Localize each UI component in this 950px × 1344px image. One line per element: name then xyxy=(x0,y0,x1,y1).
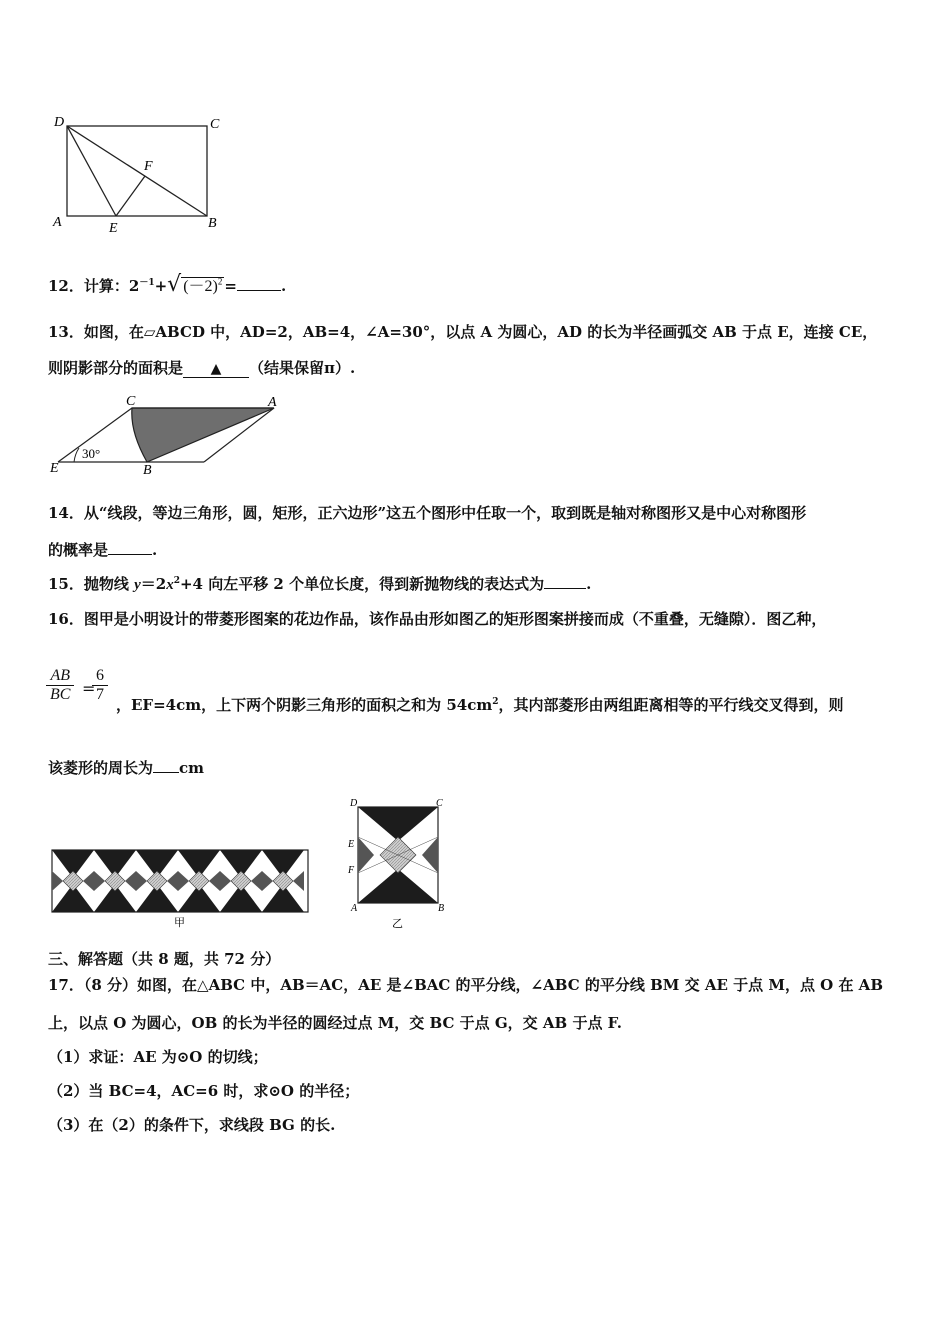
fraction-ab-bc: $\frac{AB}{BC}$ xyxy=(46,667,74,704)
label-F: F xyxy=(348,865,355,876)
label-yi: 乙 xyxy=(392,917,403,930)
label-C: A xyxy=(268,395,277,410)
answer-blank-13 xyxy=(183,359,249,378)
label-B: B xyxy=(208,216,217,231)
q12-text: 12．计算： xyxy=(48,277,129,295)
figure-rectangle-abcd xyxy=(50,110,230,240)
question-16-line3: 该菱形的周长为 cm xyxy=(48,759,205,777)
fraction-six-sevenths: $\frac{6}{7}$ xyxy=(92,667,108,704)
label-C: C xyxy=(436,798,443,809)
triangle-icon: ▲ xyxy=(210,361,222,377)
question-17-sub1: （1）求证：AE 为⊙O 的切线； xyxy=(48,1048,268,1066)
label-jia: 甲 xyxy=(174,916,185,928)
label-A: E xyxy=(50,461,59,476)
question-17-line2: 上，以点 O 为圆心，OB 的长为半径的圆经过点 M，交 BC 于点 G，交 AB 于点 F. xyxy=(48,1014,623,1032)
q12-base: 2 xyxy=(128,277,140,295)
question-13-line2: 则阴影部分的面积是 ▲ （结果保留π）. xyxy=(48,359,356,377)
q12-exp: －1 xyxy=(139,278,155,288)
label-F: F xyxy=(144,159,153,174)
question-17-sub3: （3）在（2）的条件下，求线段 BG 的长. xyxy=(48,1116,336,1134)
label-D: D xyxy=(350,798,358,809)
q12-tail: = xyxy=(224,277,237,295)
label-D: C xyxy=(126,394,136,409)
label-E: E xyxy=(109,221,118,236)
question-17-sub2: （2）当 BC=4，AC=6 时，求⊙O 的半径； xyxy=(48,1082,360,1100)
question-16-line2: ，EF=4cm，上下两个阴影三角形的面积之和为 $54cm^2$，其内部菱形由两组距离相等的平行线交叉得到，则 xyxy=(116,696,844,714)
answer-blank-16 xyxy=(153,772,179,773)
answer-blank-14 xyxy=(108,554,152,555)
question-16-line1: 16．图甲是小明设计的带菱形图案的花边作品，该作品由形如图乙的矩形图案拼接而成（不重叠，无缝隙）．图乙种， xyxy=(48,610,827,628)
sqrt-symbol: √ xyxy=(167,272,182,297)
question-13-line1: 13．如图，在▱ABCD 中，AD=2，AB=4，∠A=30°，以点 A 为圆心，AD 的长为半径画弧交 AB 于点 E，连接 CE， xyxy=(48,323,878,341)
label-C: C xyxy=(210,117,220,132)
question-14-line1: 14．从“线段，等边三角形，圆，矩形，正六边形”这五个图形中任取一个，取到既是轴对称图形又是中心对称图形 xyxy=(48,504,807,522)
figure-yi-rectangle xyxy=(346,795,450,930)
label-D: D xyxy=(54,115,65,130)
question-14-line2: 的概率是 . xyxy=(48,541,158,559)
answer-blank-12 xyxy=(237,290,281,291)
label-A: A xyxy=(53,215,62,230)
angle-label: 30° xyxy=(82,446,101,461)
label-E: B xyxy=(143,463,152,478)
answer-blank-15 xyxy=(544,588,586,589)
q12-plus: + xyxy=(154,277,168,295)
figure-jia-border-strip xyxy=(50,848,312,928)
question-15: 15．抛物线 $y=2x^2+4$ 向左平移 2 个单位长度，得到新抛物线的表达式为 . xyxy=(48,575,592,593)
section-3-heading: 三、解答题（共 8 题，共 72 分） xyxy=(48,950,281,968)
fraction-equals: = xyxy=(82,679,96,698)
figure-parallelogram xyxy=(46,392,296,482)
q12-end: . xyxy=(280,277,287,295)
label-E: E xyxy=(348,839,355,850)
question-12 xyxy=(48,272,286,297)
q12-radicand: $(-2)^2$ xyxy=(183,276,223,295)
label-A: A xyxy=(351,903,358,914)
label-B: B xyxy=(438,903,445,914)
question-17-line1: 17．（8 分）如图，在△ABC 中，AB＝AC，AE 是∠BAC 的平分线，∠ABC 的平分线 BM 交 AE 于点 M，点 O 在 AB xyxy=(48,976,884,994)
